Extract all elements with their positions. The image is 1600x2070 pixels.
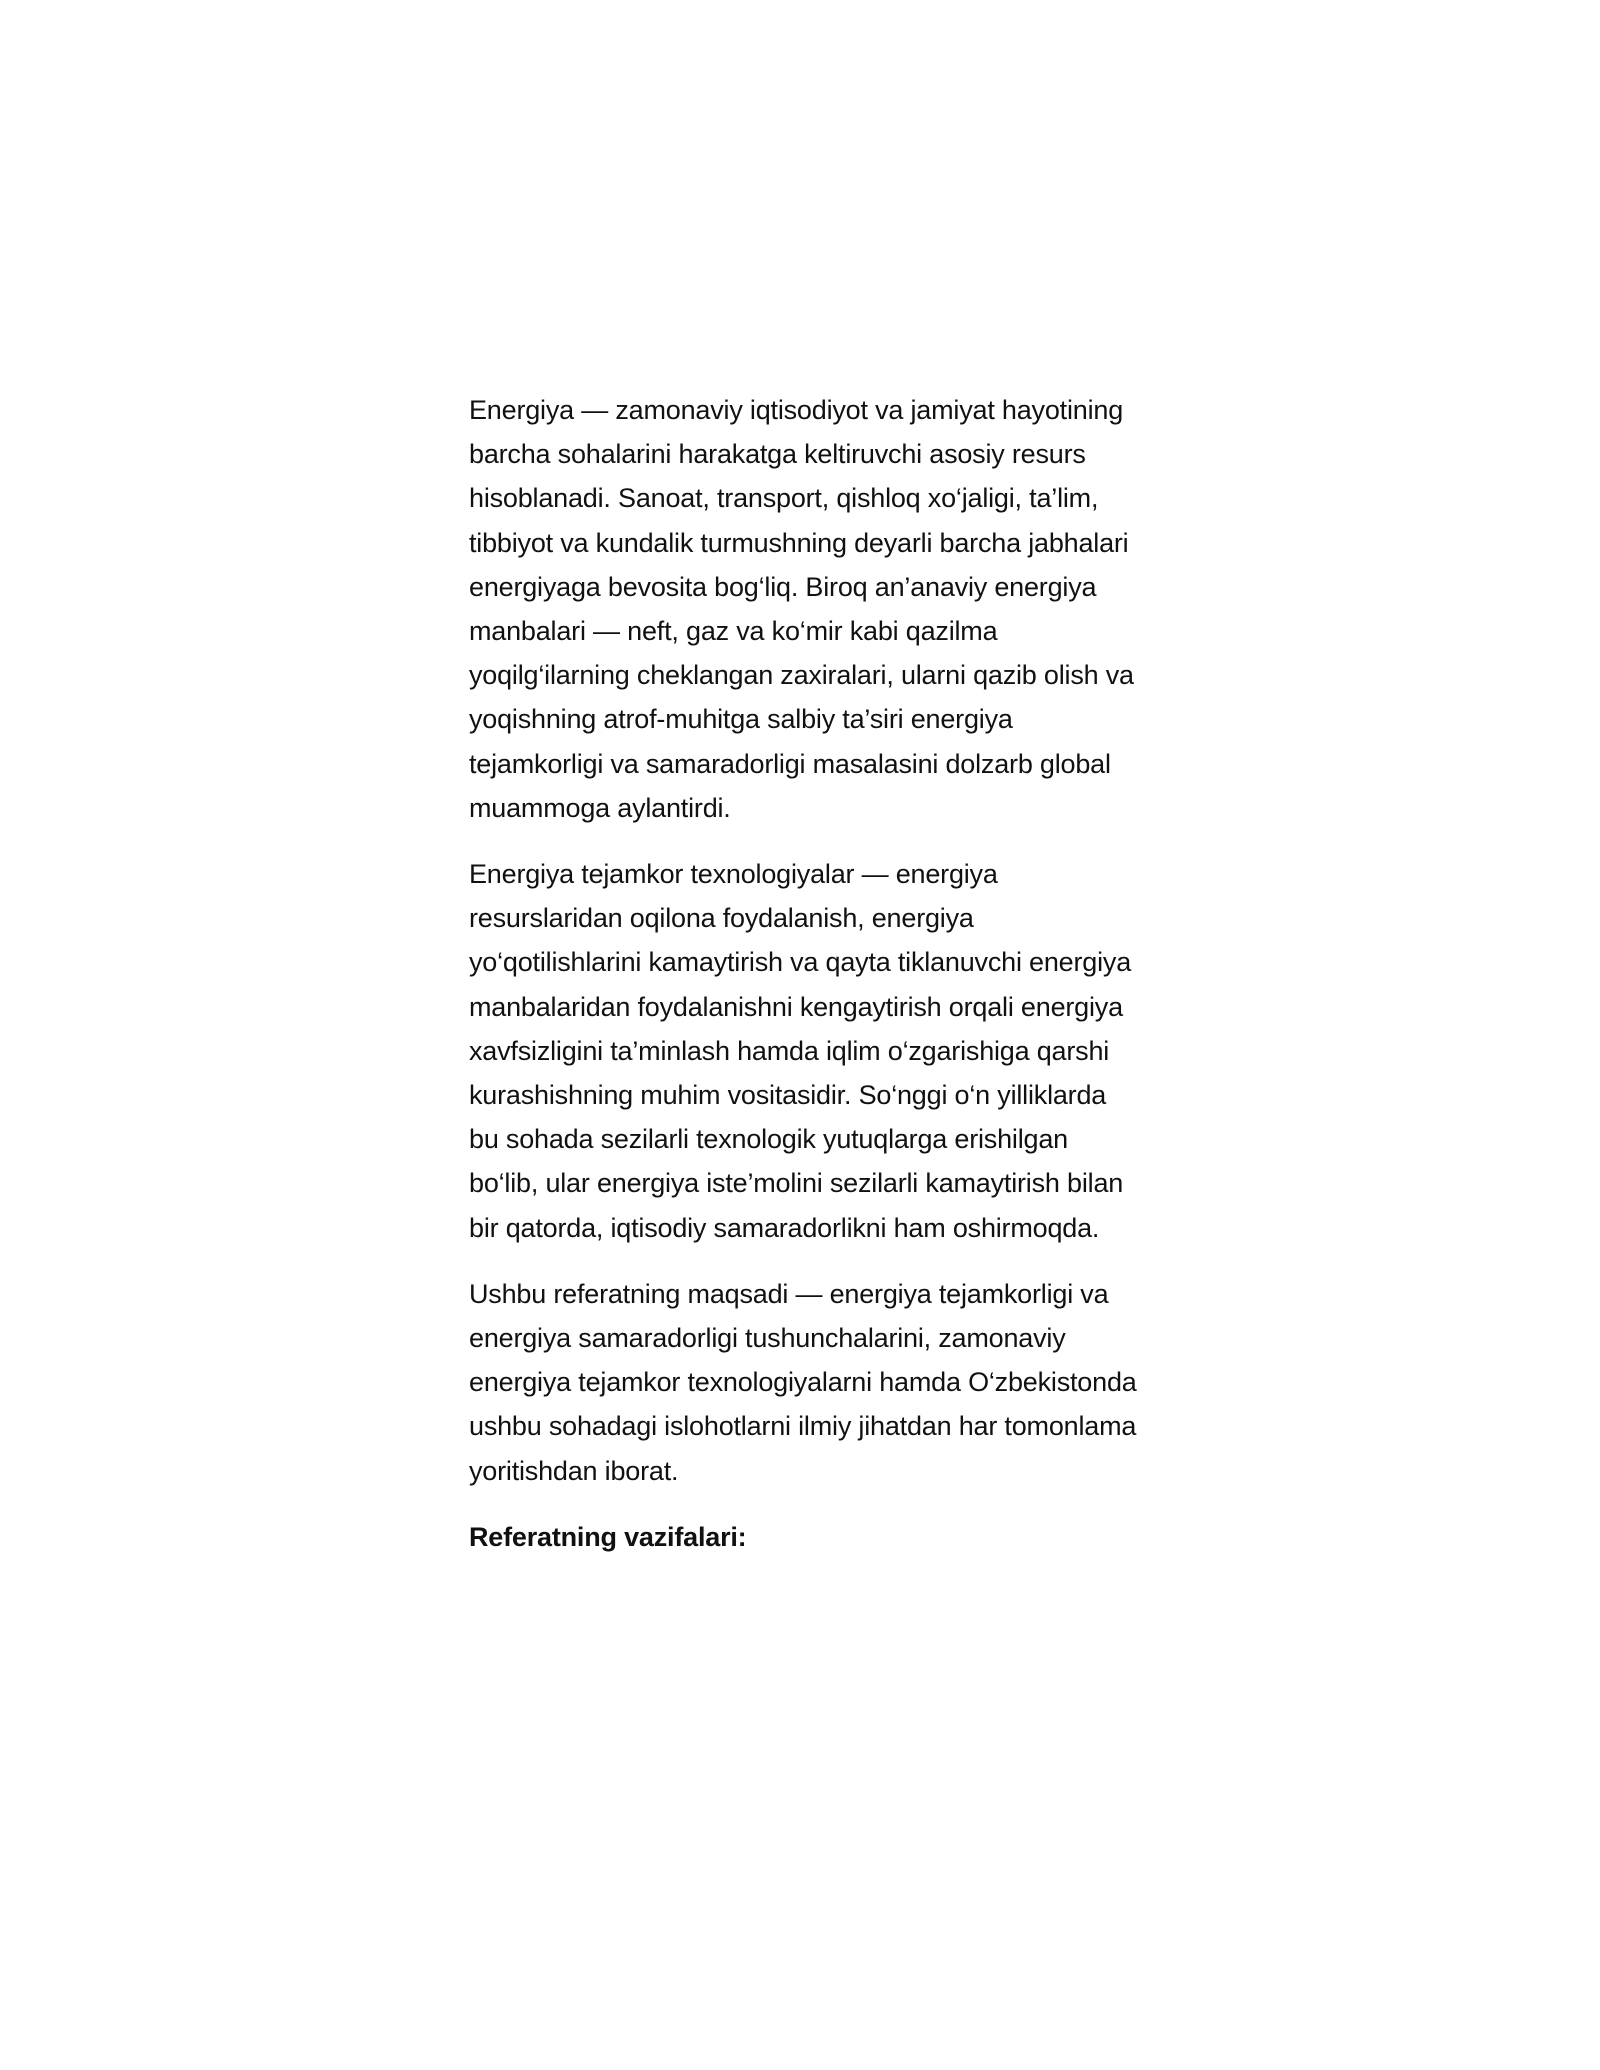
- intro-paragraph: Energiya — zamonaviy iqtisodiyot va jamiyat hayotining barcha sohalarini harakatga keltiruvchi asosiy resurs hisoblanadi. Sanoat, transport, qishloq xo‘jaligi, ta’lim, tibbiyot va kundalik turmushning deyarli barcha jabhalari energiyaga bevosita bog‘liq. Biroq an’anaviy energiya manbalari — neft, gaz va ko‘mir kabi qazilma yoqilg‘ilarning cheklangan zaxiralari, ularni qazib olish va yoqishning atrof-muhitga salbiy ta’siri energiya tejamkorligi va samaradorligi masalasini dolzarb global muammoga aylantirdi.: [469, 395, 1134, 823]
- tasks-heading: Referatning vazifalari:: [469, 1521, 747, 1552]
- purpose-paragraph: Ushbu referatning maqsadi — energiya tejamkorligi va energiya samaradorligi tushunchalarini, zamonaviy energiya tejamkor texnologiyalarni hamda O‘zbekistonda ushbu sohadagi islohotlarni ilmiy jihatdan har tomonlama yoritishdan iborat.: [469, 1278, 1137, 1486]
- document-body: [469, 388, 1139, 1559]
- technologies-paragraph: Energiya tejamkor texnologiyalar — energiya resurslaridan oqilona foydalanish, energiya yo‘qotilishlarini kamaytirish va qayta tiklanuvchi energiya manbalaridan foydalanishni kengaytirish orqali energiya xavfsizligini ta’minlash hamda iqlim o‘zgarishiga qarshi kurashishning muhim vositasidir. So‘nggi o‘n yilliklarda bu sohada sezilarli texnologik yutuqlarga erishilgan bo‘lib, ular energiya iste’molini sezilarli kamaytirish bilan bir qatorda, iqtisodiy samaradorlikni ham oshirmoqda.: [469, 859, 1132, 1243]
